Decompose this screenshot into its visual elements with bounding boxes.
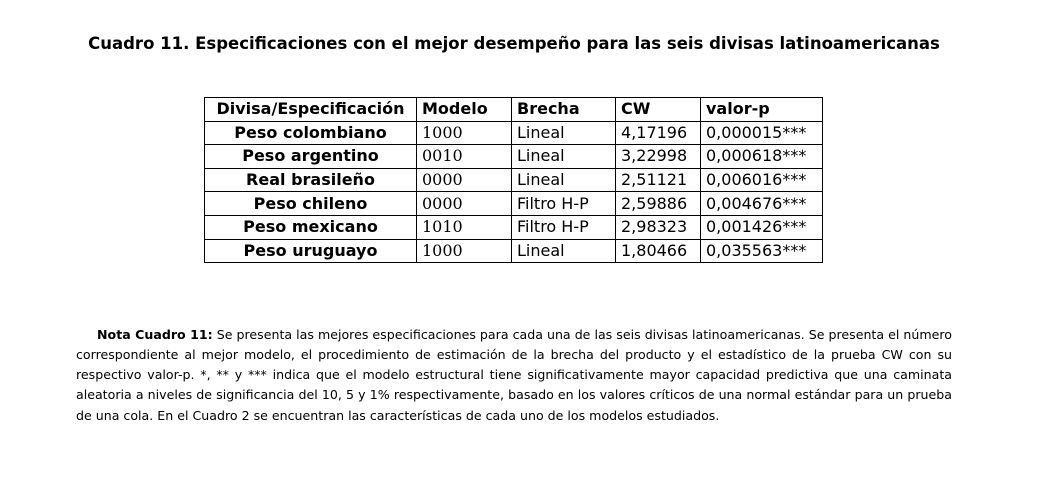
note-text: Se presenta las mejores especificaciones para cada una de las seis divisas latinoamericanas. Se presenta el número correspondiente al mejor modelo, el procedimiento de estimación de la brecha del producto y el estadístico de la prueba CW con su respectivo valor-p. *, ** y *** indica que el modelo estructural tiene significativamente mayor capacidad predictiva que una caminata aleatoria a niveles de significancia del 10, 5 y 1% respectivamente, basado en los valores críticos de una normal estándar para un prueba de una cola. En el Cuadro 2 se encuentran las características de cada uno de los modelos estudiados. (76, 326, 952, 423)
table-row (205, 121, 823, 145)
cell-valor-p: 0,001426*** (701, 215, 823, 239)
cell-divisa: Peso argentino (205, 145, 417, 169)
cell-modelo: 1000 (417, 121, 512, 145)
cell-cw: 4,17196 (616, 121, 701, 145)
cell-modelo: 1010 (417, 215, 512, 239)
specifications-table (204, 97, 823, 263)
table-row (205, 239, 823, 263)
cell-divisa: Peso chileno (205, 192, 417, 216)
cell-valor-p: 0,000015*** (701, 121, 823, 145)
column-header-divisa: Divisa/Especificación (205, 98, 417, 122)
table-header-row (205, 98, 823, 122)
table-row (205, 168, 823, 192)
table-row (205, 145, 823, 169)
column-header-modelo: Modelo (417, 98, 512, 122)
table-caption: Cuadro 11. Especificaciones con el mejor desempeño para las seis divisas latinoamericanas (88, 34, 940, 53)
table-row (205, 192, 823, 216)
cell-cw: 1,80466 (616, 239, 701, 263)
cell-brecha: Lineal (512, 145, 616, 169)
cell-valor-p: 0,006016*** (701, 168, 823, 192)
table-row (205, 215, 823, 239)
cell-cw: 2,98323 (616, 215, 701, 239)
cell-divisa: Peso colombiano (205, 121, 417, 145)
cell-brecha: Lineal (512, 121, 616, 145)
column-header-valor-p: valor-p (701, 98, 823, 122)
cell-valor-p: 0,035563*** (701, 239, 823, 263)
cell-brecha: Lineal (512, 168, 616, 192)
column-header-cw: CW (616, 98, 701, 122)
cell-cw: 2,59886 (616, 192, 701, 216)
cell-valor-p: 0,000618*** (701, 145, 823, 169)
cell-cw: 3,22998 (616, 145, 701, 169)
cell-divisa: Peso uruguayo (205, 239, 417, 263)
cell-modelo: 0000 (417, 168, 512, 192)
cell-divisa: Real brasileño (205, 168, 417, 192)
table-note (76, 325, 952, 426)
cell-brecha: Filtro H-P (512, 192, 616, 216)
cell-modelo: 0000 (417, 192, 512, 216)
column-header-brecha: Brecha (512, 98, 616, 122)
cell-modelo: 0010 (417, 145, 512, 169)
cell-divisa: Peso mexicano (205, 215, 417, 239)
cell-modelo: 1000 (417, 239, 512, 263)
cell-valor-p: 0,004676*** (701, 192, 823, 216)
cell-cw: 2,51121 (616, 168, 701, 192)
note-label: Nota Cuadro 11: (97, 326, 213, 342)
cell-brecha: Lineal (512, 239, 616, 263)
cell-brecha: Filtro H-P (512, 215, 616, 239)
